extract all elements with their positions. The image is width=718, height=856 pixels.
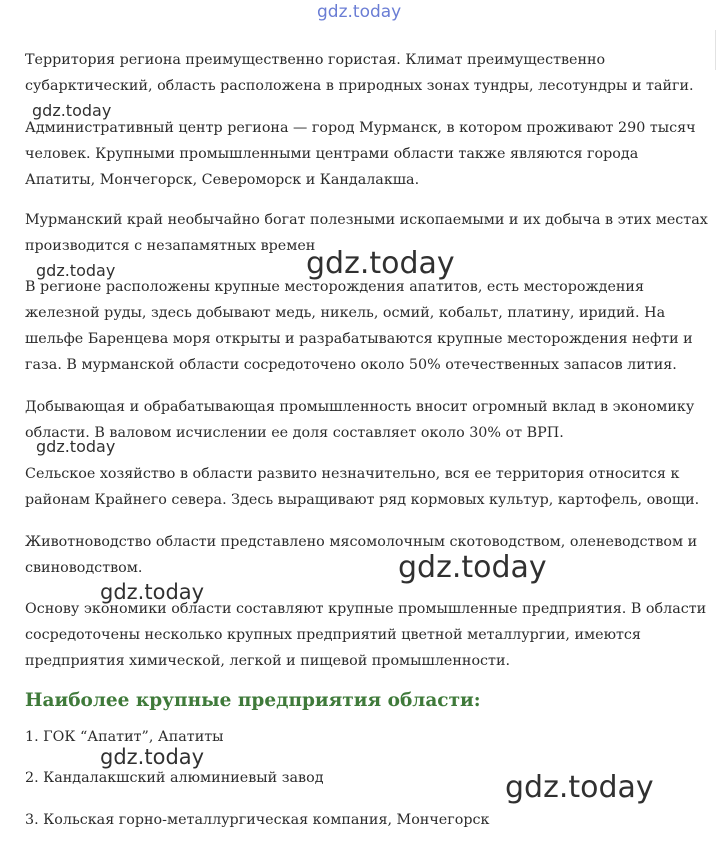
paragraph-industry: Добывающая и обрабатывающая промышленность вносит огромный вклад в экономику области. В валовом исчислении ее доля составляет около 30% от ВРП. — [25, 399, 695, 441]
enterprise-item-3: 3. Кольская горно-металлургическая компания, Мончегорск — [25, 812, 490, 828]
paragraph-agriculture: Сельское хозяйство в области развито незначительно, вся ее территория относится к районам Крайнего севера. Здесь выращивают ряд кормовых культур, картофель, овощи. — [25, 466, 700, 508]
watermark: gdz.today — [36, 437, 116, 456]
enterprise-item-2: 2. Кандалакшский алюминиевый завод — [25, 770, 324, 786]
paragraph-economy: Основу экономики области составляют крупные промышленные предприятия. В области сосредоточены несколько крупных предприятий цветной металлургии, имеются предприятия химической, легкой и пищевой промышленности. — [25, 601, 707, 669]
watermark: gdz.today — [32, 101, 112, 120]
paragraph-admin-center: Административный центр региона — город Мурманск, в котором проживают 290 тысяч человек. Крупными промышленными центрами области также являются города Апатиты, Мончегорск, Североморск и Кандалакша. — [25, 120, 696, 188]
watermark: gdz.today — [398, 550, 547, 585]
paragraph-minerals: Мурманский край необычайно богат полезными ископаемыми и их добыча в этих местах производится с незапамятных времен — [25, 212, 708, 254]
enterprise-item-1: 1. ГОК “Апатит”, Апатиты — [25, 729, 224, 745]
watermark: gdz.today — [505, 770, 654, 805]
watermark: gdz.today — [100, 580, 205, 604]
watermark: gdz.today — [36, 261, 116, 280]
paragraph-deposits: В регионе расположены крупные месторождения апатитов, есть месторождения железной руды, здесь добывают медь, никель, осмий, кобальт, платину, иридий. На шельфе Баренцева моря открыты и разрабатываются крупные месторождения нефти и газа. В мурманской области сосредоточено около 50% отечественных запасов лития. — [25, 279, 693, 373]
watermark: gdz.today — [100, 745, 205, 769]
enterprises-heading: Наиболее крупные предприятия области: — [25, 690, 481, 711]
watermark: gdz.today — [306, 246, 455, 281]
paragraph-territory: Территория региона преимущественно гористая. Климат преимущественно субарктический, область расположена в природных зонах тундры, лесотундры и тайги. — [25, 52, 694, 94]
paragraph-livestock: Животноводство области представлено мясомолочным скотоводством, оленеводством и свиноводством. — [25, 534, 698, 576]
watermark-top: gdz.today — [317, 2, 402, 22]
